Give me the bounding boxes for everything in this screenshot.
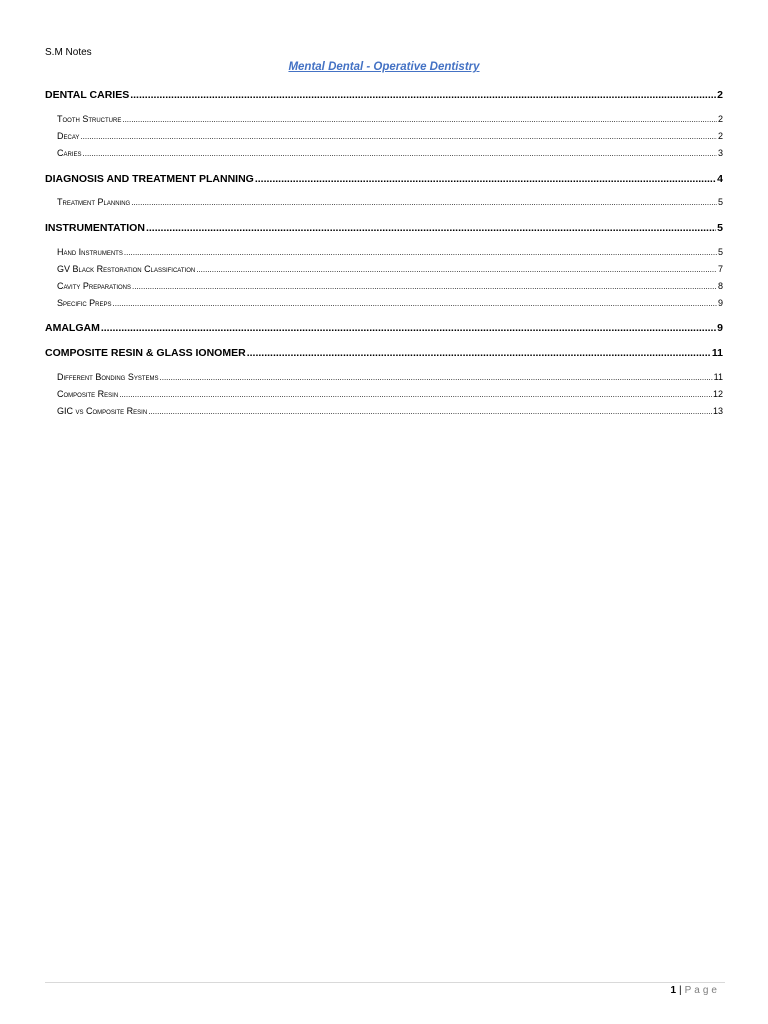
toc-entry-label: GIC vs Composite Resin [57, 406, 148, 416]
toc-entry-page: 11 [713, 372, 723, 382]
toc-entry-page: 8 [717, 281, 723, 291]
toc-entry-page: 3 [717, 148, 723, 158]
toc-entry-label: Hand Instruments [57, 247, 123, 257]
toc-entry-label: Cavity Preparations [57, 281, 132, 291]
toc-entry-label: Tooth Structure [57, 114, 122, 124]
toc-leader-dots [83, 148, 717, 158]
toc-entry-label: Decay [57, 131, 80, 141]
toc-leader-dots [113, 298, 717, 308]
toc-entry-label: DIAGNOSIS AND TREATMENT PLANNING [45, 173, 254, 185]
toc-entry-label: INSTRUMENTATION [45, 222, 145, 234]
toc-entry-page: 5 [717, 247, 723, 257]
toc-entry-label: DENTAL CARIES [45, 89, 130, 101]
toc-entry-composite-resin-glass-ionomer[interactable] [45, 347, 723, 359]
toc-entry-label: Caries [57, 148, 82, 158]
toc-entry-page: 13 [712, 406, 723, 416]
toc-leader-dots [132, 281, 717, 291]
toc-leader-dots [101, 322, 716, 334]
toc-leader-dots [119, 389, 712, 399]
toc-leader-dots [196, 264, 717, 274]
toc-entry-tooth-structure[interactable] [57, 114, 723, 124]
toc-entry-diagnosis-treatment-planning[interactable] [45, 173, 723, 185]
toc-entry-cavity-preparations[interactable] [57, 281, 723, 291]
toc-entry-label: GV Black Restoration Classification [57, 264, 196, 274]
toc-leader-dots [146, 222, 716, 234]
toc-entry-page: 9 [717, 322, 723, 334]
toc-entry-page: 5 [717, 197, 723, 207]
toc-entry-page: 4 [717, 173, 723, 185]
page-footer [670, 985, 720, 996]
toc-leader-dots [247, 347, 711, 359]
document-title: Mental Dental - Operative Dentistry [288, 61, 480, 73]
toc-entry-caries[interactable] [57, 148, 723, 158]
footer-separator: | [679, 985, 682, 996]
toc-leader-dots [130, 89, 716, 101]
toc-entry-composite-resin[interactable] [57, 389, 723, 399]
toc-entry-label: AMALGAM [45, 322, 100, 334]
toc-entry-page: 7 [717, 264, 723, 274]
toc-leader-dots [124, 247, 717, 257]
page-header-label: S.M Notes [45, 47, 92, 58]
footer-page-word: Page [684, 985, 720, 996]
toc-entry-page: 5 [717, 222, 723, 234]
toc-entry-bonding-systems[interactable] [57, 372, 723, 382]
toc-leader-dots [148, 406, 712, 416]
toc-leader-dots [80, 131, 717, 141]
toc-leader-dots [122, 114, 717, 124]
toc-entry-label: Composite Resin [57, 389, 119, 399]
footer-page-number: 1 [670, 985, 677, 996]
toc-entry-label: COMPOSITE RESIN & GLASS IONOMER [45, 347, 246, 359]
toc-leader-dots [131, 197, 717, 207]
toc-entry-page: 11 [711, 347, 723, 359]
toc-entry-treatment-planning[interactable] [57, 197, 723, 207]
toc-entry-page: 2 [717, 114, 723, 124]
toc-entry-amalgam[interactable] [45, 322, 723, 334]
toc-entry-label: Specific Preps [57, 298, 112, 308]
toc-leader-dots [160, 372, 713, 382]
toc-entry-page: 2 [717, 131, 723, 141]
toc-entry-gv-black-classification[interactable] [57, 264, 723, 274]
toc-entry-hand-instruments[interactable] [57, 247, 723, 257]
toc-entry-specific-preps[interactable] [57, 298, 723, 308]
toc-entry-instrumentation[interactable] [45, 222, 723, 234]
toc-entry-gic-vs-composite[interactable] [57, 406, 723, 416]
toc-entry-page: 12 [712, 389, 723, 399]
toc-entry-dental-caries[interactable] [45, 89, 723, 101]
toc-entry-page: 2 [717, 89, 723, 101]
footer-divider [45, 982, 725, 983]
toc-entry-label: Treatment Planning [57, 197, 131, 207]
toc-entry-page: 9 [717, 298, 723, 308]
toc-entry-label: Different Bonding Systems [57, 372, 159, 382]
toc-entry-decay[interactable] [57, 131, 723, 141]
toc-leader-dots [255, 173, 716, 185]
